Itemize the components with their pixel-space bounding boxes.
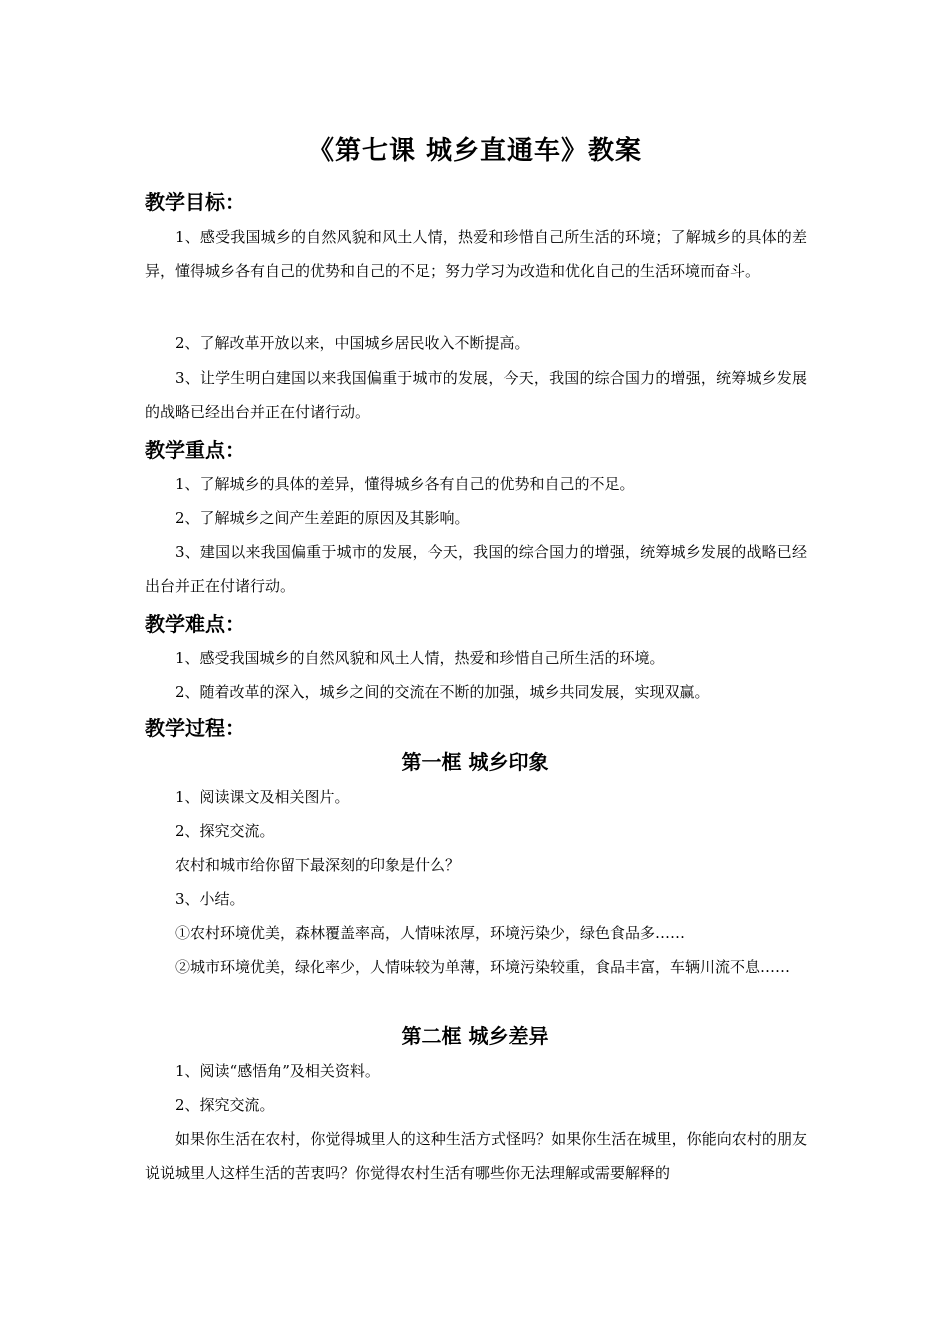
objective-item-1: 1、感受我国城乡的自然风貌和风土人情，热爱和珍惜自己所生活的环境；了解城乡的具体的差异，懂得城乡各有自己的优势和自己的不足；努力学习为改造和优化自己的生活环境而奋斗。	[145, 228, 807, 280]
objectives-heading: 教学目标：	[145, 190, 245, 214]
section2-item-2: 2、探究交流。	[175, 1096, 275, 1114]
key-point-item-1: 1、了解城乡的具体的差异，懂得城乡各有自己的优势和自己的不足。	[175, 475, 635, 493]
section2-item-3: 如果你生活在农村，你觉得城里人的这种生活方式怪吗？如果你生活在城里，你能向农村的朋友说说城里人这样生活的苦衷吗？你觉得农村生活有哪些你无法理解或需要解释的	[145, 1130, 807, 1182]
section1-item-5: ①农村环境优美，森林覆盖率高，人情味浓厚，环境污染少，绿色食品多……	[175, 924, 686, 942]
section1-item-6: ②城市环境优美，绿化率少，人情味较为单薄，环境污染较重，食品丰富，车辆川流不息……	[175, 958, 791, 976]
section2-item-1: 1、阅读“感悟角”及相关资料。	[175, 1062, 380, 1080]
section1-item-4: 3、小结。	[175, 890, 245, 908]
section2-title: 第二框 城乡差异	[401, 1024, 549, 1048]
key-point-item-2: 2、了解城乡之间产生差距的原因及其影响。	[175, 509, 470, 527]
section1-item-3: 农村和城市给你留下最深刻的印象是什么？	[175, 856, 461, 874]
section1-item-1: 1、阅读课文及相关图片。	[175, 788, 350, 806]
difficulty-item-1: 1、感受我国城乡的自然风貌和风土人情，热爱和珍惜自己所生活的环境。	[175, 649, 665, 667]
section1-item-2: 2、探究交流。	[175, 822, 275, 840]
process-heading: 教学过程：	[145, 716, 245, 740]
section1-title: 第一框 城乡印象	[401, 750, 549, 774]
objective-item-2: 2、了解改革开放以来，中国城乡居民收入不断提高。	[175, 334, 530, 352]
document-title: 《第七课 城乡直通车》教案	[307, 136, 643, 166]
key-point-item-3: 3、建国以来我国偏重于城市的发展，今天，我国的综合国力的增强，统筹城乡发展的战略已经出台并正在付诸行动。	[145, 543, 807, 595]
key-points-heading: 教学重点：	[145, 438, 245, 462]
difficulties-heading: 教学难点：	[145, 612, 245, 636]
objective-item-3: 3、让学生明白建国以来我国偏重于城市的发展，今天，我国的综合国力的增强，统筹城乡发展的战略已经出台并正在付诸行动。	[145, 369, 807, 421]
difficulty-item-2: 2、随着改革的深入，城乡之间的交流在不断的加强，城乡共同发展，实现双赢。	[175, 683, 710, 701]
